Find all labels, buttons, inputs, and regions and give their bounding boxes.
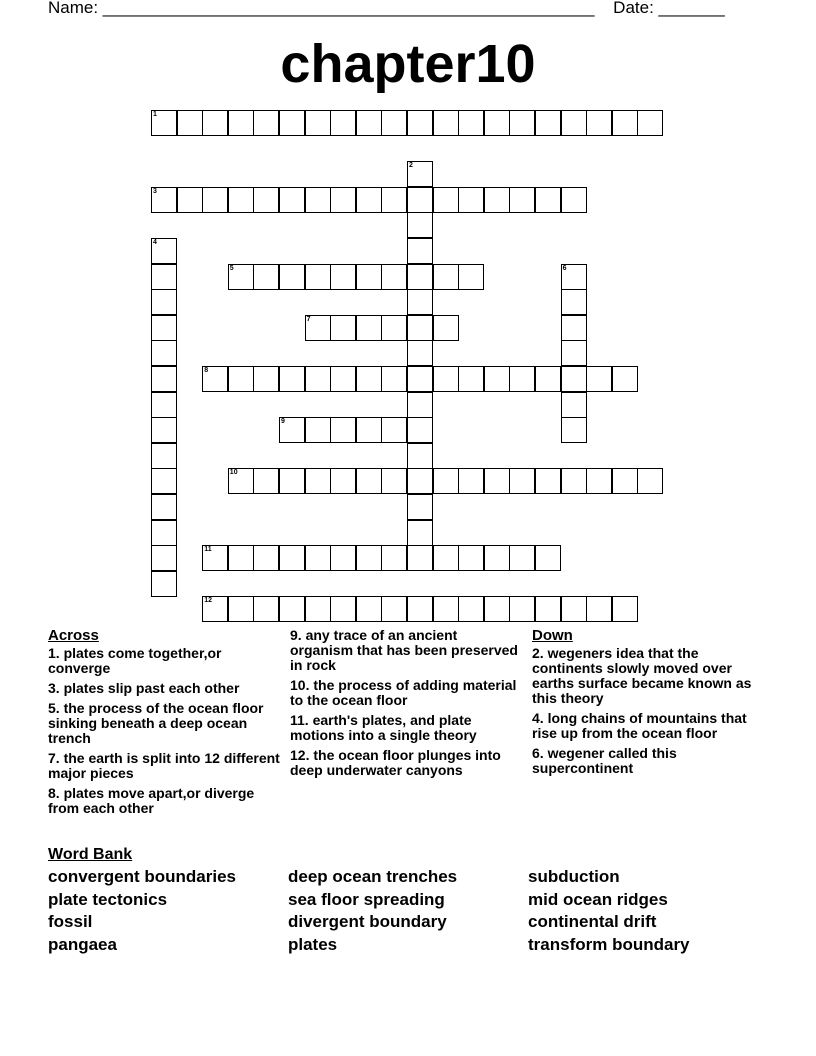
grid-cell[interactable]	[330, 468, 356, 494]
word-bank-item: continental drift	[528, 912, 657, 932]
across-clue	[290, 713, 522, 743]
grid-cell[interactable]	[279, 468, 305, 494]
grid-cell[interactable]	[151, 110, 177, 136]
grid-cell[interactable]	[612, 468, 638, 494]
across-clue	[48, 646, 280, 676]
grid-cell[interactable]	[433, 366, 459, 392]
grid-cell[interactable]	[202, 596, 228, 622]
clue-text: plates slip past each other	[59, 680, 240, 696]
clue-number: 6.	[532, 745, 544, 761]
grid-cell[interactable]	[253, 366, 279, 392]
clue-text: the process of the ocean floor sinking beneath a deep ocean trench	[48, 700, 264, 746]
grid-cell[interactable]	[381, 545, 407, 571]
grid-cell[interactable]	[407, 366, 433, 392]
grid-cell[interactable]	[330, 545, 356, 571]
grid-cell[interactable]	[535, 545, 561, 571]
grid-cell[interactable]	[151, 443, 177, 469]
grid-cell[interactable]	[458, 187, 484, 213]
date-field[interactable]: Date: _______	[613, 0, 725, 17]
clue-text: any trace of an ancient organism that has been preserved in rock	[290, 627, 518, 673]
grid-cell[interactable]	[151, 238, 177, 264]
grid-cell[interactable]	[305, 596, 331, 622]
clue-number: 7.	[48, 750, 60, 766]
clue-text: the process of adding material to the ocean floor	[290, 677, 517, 708]
grid-cell[interactable]	[612, 110, 638, 136]
grid-cell[interactable]	[637, 110, 663, 136]
grid-cell[interactable]	[381, 187, 407, 213]
across-clue	[290, 678, 522, 708]
grid-cell[interactable]	[356, 187, 382, 213]
grid-cell[interactable]	[305, 187, 331, 213]
grid-cell[interactable]	[177, 187, 203, 213]
grid-cell[interactable]	[151, 340, 177, 366]
grid-cell[interactable]	[407, 315, 433, 341]
grid-cell[interactable]	[407, 340, 433, 366]
grid-cell[interactable]	[356, 417, 382, 443]
grid-cell[interactable]	[561, 110, 587, 136]
grid-cell[interactable]	[407, 110, 433, 136]
word-bank-item: pangaea	[48, 935, 117, 955]
grid-cell[interactable]	[228, 110, 254, 136]
grid-cell[interactable]	[381, 110, 407, 136]
across-clue	[290, 628, 522, 673]
clue-number: 4.	[532, 710, 544, 726]
grid-cell[interactable]	[381, 315, 407, 341]
word-bank-item: transform boundary	[528, 935, 690, 955]
grid-cell[interactable]	[433, 187, 459, 213]
grid-cell[interactable]	[356, 468, 382, 494]
grid-cell[interactable]	[330, 366, 356, 392]
grid-cell[interactable]	[151, 264, 177, 290]
grid-cell[interactable]	[151, 494, 177, 520]
grid-cell[interactable]	[535, 366, 561, 392]
clue-text: long chains of mountains that rise up from the ocean floor	[532, 710, 747, 741]
grid-cell[interactable]	[279, 545, 305, 571]
grid-cell[interactable]	[407, 468, 433, 494]
grid-cell[interactable]	[151, 289, 177, 315]
grid-cell[interactable]	[612, 596, 638, 622]
grid-cell[interactable]	[484, 596, 510, 622]
clue-text: wegener called this supercontinent	[532, 745, 677, 776]
grid-cell[interactable]	[151, 545, 177, 571]
grid-cell[interactable]	[330, 315, 356, 341]
grid-cell[interactable]	[561, 417, 587, 443]
word-bank-item: fossil	[48, 912, 93, 932]
grid-cell[interactable]	[151, 417, 177, 443]
clue-number: 10.	[290, 677, 310, 693]
grid-cell[interactable]	[612, 366, 638, 392]
grid-cell[interactable]	[381, 468, 407, 494]
clue-number: 11	[204, 546, 212, 554]
clue-number: 7	[306, 315, 311, 323]
grid-cell[interactable]	[381, 366, 407, 392]
word-bank-item: divergent boundary	[288, 912, 447, 932]
grid-cell[interactable]	[279, 366, 305, 392]
grid-cell[interactable]	[305, 366, 331, 392]
grid-cell[interactable]	[381, 417, 407, 443]
clue-text: plates come together,or converge	[48, 645, 222, 676]
grid-cell[interactable]	[279, 417, 305, 443]
grid-cell[interactable]	[151, 520, 177, 546]
clue-number: 9.	[290, 627, 302, 643]
grid-cell[interactable]	[305, 315, 331, 341]
grid-cell[interactable]	[484, 366, 510, 392]
grid-cell[interactable]	[586, 366, 612, 392]
grid-cell[interactable]	[561, 289, 587, 315]
grid-cell[interactable]	[407, 187, 433, 213]
grid-cell[interactable]	[561, 264, 587, 290]
down-heading: Down	[532, 627, 573, 644]
grid-cell[interactable]	[228, 468, 254, 494]
clue-number: 4	[153, 239, 157, 246]
clue-number: 3.	[48, 680, 60, 696]
clue-number: 5.	[48, 700, 60, 716]
grid-cell[interactable]	[509, 187, 535, 213]
across-column-2	[290, 628, 522, 783]
grid-cell[interactable]	[228, 264, 254, 290]
clue-number: 1.	[48, 645, 60, 661]
clue-number: 5	[229, 264, 234, 272]
grid-cell[interactable]	[305, 110, 331, 136]
grid-cell[interactable]	[458, 110, 484, 136]
clue-text: earth's plates, and plate motions into a single theory	[290, 712, 477, 743]
grid-cell[interactable]	[509, 596, 535, 622]
clue-number: 10	[229, 469, 238, 477]
grid-cell[interactable]	[586, 596, 612, 622]
grid-cell[interactable]	[228, 545, 254, 571]
grid-cell[interactable]	[484, 468, 510, 494]
clue-text: the earth is split into 12 different major pieces	[48, 750, 280, 781]
grid-cell[interactable]	[433, 468, 459, 494]
grid-cell[interactable]	[561, 366, 587, 392]
grid-cell[interactable]	[151, 392, 177, 418]
grid-cell[interactable]	[535, 468, 561, 494]
word-bank-heading: Word Bank	[48, 846, 133, 863]
grid-cell[interactable]	[637, 468, 663, 494]
grid-cell[interactable]	[458, 366, 484, 392]
grid-cell[interactable]	[279, 264, 305, 290]
grid-cell[interactable]	[561, 596, 587, 622]
name-field[interactable]: Name: ____________________________________________________	[48, 0, 595, 17]
grid-cell[interactable]	[202, 545, 228, 571]
clue-number: 8.	[48, 785, 60, 801]
grid-cell[interactable]	[561, 187, 587, 213]
grid-cell[interactable]	[356, 545, 382, 571]
grid-cell[interactable]	[253, 596, 279, 622]
grid-cell[interactable]	[356, 366, 382, 392]
grid-cell[interactable]	[330, 596, 356, 622]
grid-cell[interactable]	[458, 545, 484, 571]
grid-cell[interactable]	[151, 468, 177, 494]
grid-cell[interactable]	[305, 264, 331, 290]
word-bank-item: mid ocean ridges	[528, 889, 668, 909]
clue-number: 3	[153, 187, 157, 195]
grid-cell[interactable]	[586, 110, 612, 136]
grid-cell[interactable]	[407, 212, 433, 238]
grid-cell[interactable]	[509, 545, 535, 571]
grid-cell[interactable]	[509, 366, 535, 392]
grid-cell[interactable]	[561, 315, 587, 341]
grid-cell[interactable]	[253, 264, 279, 290]
grid-cell[interactable]	[151, 571, 177, 597]
grid-cell[interactable]	[509, 110, 535, 136]
word-bank-item: plate tectonics	[48, 889, 168, 909]
grid-cell[interactable]	[279, 596, 305, 622]
grid-cell[interactable]	[484, 187, 510, 213]
grid-cell[interactable]	[433, 545, 459, 571]
grid-cell[interactable]	[407, 494, 433, 520]
grid-cell[interactable]	[305, 468, 331, 494]
clue-number: 2	[409, 162, 413, 170]
grid-cell[interactable]	[177, 110, 203, 136]
grid-cell[interactable]	[535, 596, 561, 622]
clue-text: wegeners idea that the continents slowly moved over earths surface became known as this theory	[532, 645, 752, 706]
grid-cell[interactable]	[356, 315, 382, 341]
grid-cell[interactable]	[407, 596, 433, 622]
clue-number: 9	[281, 418, 285, 426]
clue-number: 12	[204, 597, 212, 605]
grid-cell[interactable]	[458, 468, 484, 494]
grid-cell[interactable]	[509, 468, 535, 494]
grid-cell[interactable]	[407, 417, 433, 443]
grid-cell[interactable]	[151, 366, 177, 392]
down-column	[532, 628, 772, 781]
grid-cell[interactable]	[407, 545, 433, 571]
grid-cell[interactable]	[228, 366, 254, 392]
across-heading: Across	[48, 627, 99, 644]
grid-cell[interactable]	[407, 443, 433, 469]
grid-cell[interactable]	[202, 366, 228, 392]
grid-cell[interactable]	[458, 596, 484, 622]
grid-cell[interactable]	[228, 596, 254, 622]
grid-cell[interactable]	[356, 110, 382, 136]
clue-number: 11.	[290, 712, 309, 728]
grid-cell[interactable]	[330, 110, 356, 136]
word-bank-item: convergent boundaries	[48, 867, 236, 886]
across-clue	[48, 786, 280, 816]
across-column-1	[48, 628, 280, 821]
grid-cell[interactable]	[330, 264, 356, 290]
clue-number: 12.	[290, 747, 310, 763]
clue-number: 2.	[532, 645, 544, 661]
grid-cell[interactable]	[535, 110, 561, 136]
grid-cell[interactable]	[253, 468, 279, 494]
across-clue	[290, 748, 522, 778]
word-bank-item: subduction	[528, 867, 620, 886]
word-bank-item: sea floor spreading	[288, 889, 445, 909]
grid-cell[interactable]	[586, 468, 612, 494]
grid-cell[interactable]	[202, 110, 228, 136]
grid-cell[interactable]	[433, 264, 459, 290]
grid-cell[interactable]	[279, 110, 305, 136]
grid-cell[interactable]	[202, 187, 228, 213]
down-clue	[532, 711, 772, 741]
down-clue	[532, 746, 772, 776]
across-clue	[48, 681, 280, 696]
clue-number: 8	[204, 367, 209, 374]
grid-cell[interactable]	[407, 264, 433, 290]
grid-cell[interactable]	[356, 264, 382, 290]
clue-text: the ocean floor plunges into deep underwater canyons	[290, 747, 501, 778]
grid-cell[interactable]	[305, 417, 331, 443]
grid-cell[interactable]	[535, 187, 561, 213]
grid-cell[interactable]	[561, 392, 587, 418]
grid-cell[interactable]	[407, 392, 433, 418]
grid-cell[interactable]	[458, 264, 484, 290]
word-bank-item: deep ocean trenches	[288, 867, 458, 886]
grid-cell[interactable]	[407, 238, 433, 264]
grid-cell[interactable]	[561, 340, 587, 366]
grid-cell[interactable]	[381, 596, 407, 622]
grid-cell[interactable]	[305, 545, 331, 571]
grid-cell[interactable]	[433, 315, 459, 341]
grid-cell[interactable]	[407, 520, 433, 546]
down-clue	[532, 646, 772, 706]
grid-cell[interactable]	[484, 110, 510, 136]
clue-text: plates move apart,or diverge from each other	[48, 785, 255, 816]
grid-cell[interactable]	[253, 545, 279, 571]
grid-cell[interactable]	[253, 110, 279, 136]
grid-cell[interactable]	[561, 468, 587, 494]
grid-cell[interactable]	[151, 187, 177, 213]
grid-cell[interactable]	[407, 289, 433, 315]
grid-cell[interactable]	[228, 187, 254, 213]
grid-cell[interactable]	[433, 596, 459, 622]
clue-number: 1	[153, 111, 157, 118]
across-clue	[48, 751, 280, 781]
grid-cell[interactable]	[433, 110, 459, 136]
grid-cell[interactable]	[407, 161, 433, 187]
grid-cell[interactable]	[381, 264, 407, 290]
clue-number: 6	[562, 264, 567, 272]
grid-cell[interactable]	[279, 187, 305, 213]
grid-cell[interactable]	[151, 315, 177, 341]
across-clue	[48, 701, 280, 746]
word-bank-item: plates	[288, 935, 338, 955]
grid-cell[interactable]	[356, 596, 382, 622]
page-title: chapter10	[280, 34, 536, 94]
grid-cell[interactable]	[330, 187, 356, 213]
grid-cell[interactable]	[484, 545, 510, 571]
grid-cell[interactable]	[253, 187, 279, 213]
grid-cell[interactable]	[330, 417, 356, 443]
